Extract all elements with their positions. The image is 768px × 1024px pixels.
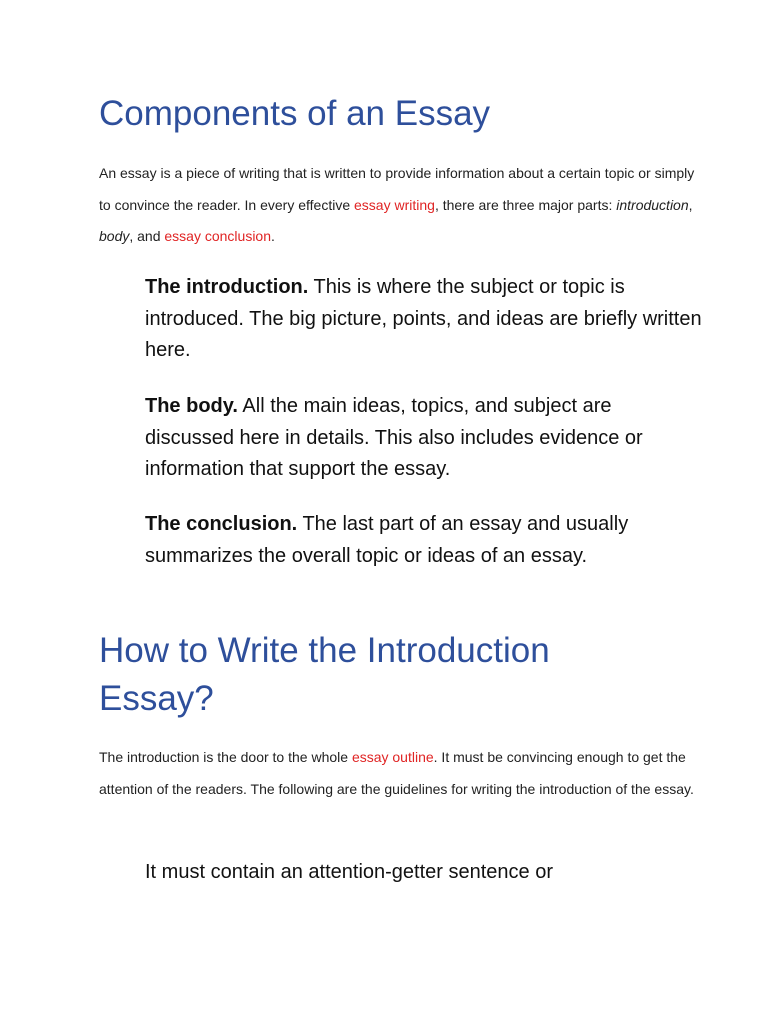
intro-text-5: . [271,228,275,244]
guideline-item-1 [145,857,705,889]
section-heading-introduction-line1: How to Write the Introduction [99,631,550,670]
intro-paragraph [99,158,699,253]
essay-outline-link[interactable]: essay outline [351,749,434,765]
section-heading-introduction-line2: Essay? [99,679,214,718]
item-title: The body. [145,395,238,417]
item-text: All the main ideas, topics, and subject are discussed here in details. This also includes evidence or information that support the essay. [145,395,643,480]
item-text: This is where the subject or topic is introduced. The big picture, points, and ideas are briefly written here. [145,276,702,361]
item-title: The introduction. [145,276,309,298]
intro-text-1: An essay is a piece of writing that is written to provide information about a certain topic or simply to convince the reader. In every effective [99,165,695,213]
item-text: It must contain an attention-getter sentence or [145,861,554,883]
introduction-paragraph [99,742,699,805]
intro-em-body: body [99,228,130,244]
essay-conclusion-link[interactable]: essay conclusion [164,228,272,244]
item-title: The conclusion. [145,513,298,535]
intro-text-4: , and [129,228,165,244]
list-item-body [145,391,705,486]
intro-em-introduction: introduction [616,196,689,213]
intro2-text-1: The introduction is the door to the whole [99,749,352,765]
intro2-text-2: . It must be convincing enough to get the attention of the readers. The following are the guidelines for writing the introduction of the essay. [99,749,694,797]
essay-writing-link[interactable]: essay writing [354,196,435,213]
list-item-conclusion [145,509,705,572]
item-text: The last part of an essay and usually summarizes the overall topic or ideas of an essay. [145,513,629,567]
list-item-introduction [145,272,705,367]
section-heading-components: Components of an Essay [99,94,491,133]
intro-text-3: , [688,196,693,213]
intro-text-2: , there are three major parts: [434,196,617,213]
